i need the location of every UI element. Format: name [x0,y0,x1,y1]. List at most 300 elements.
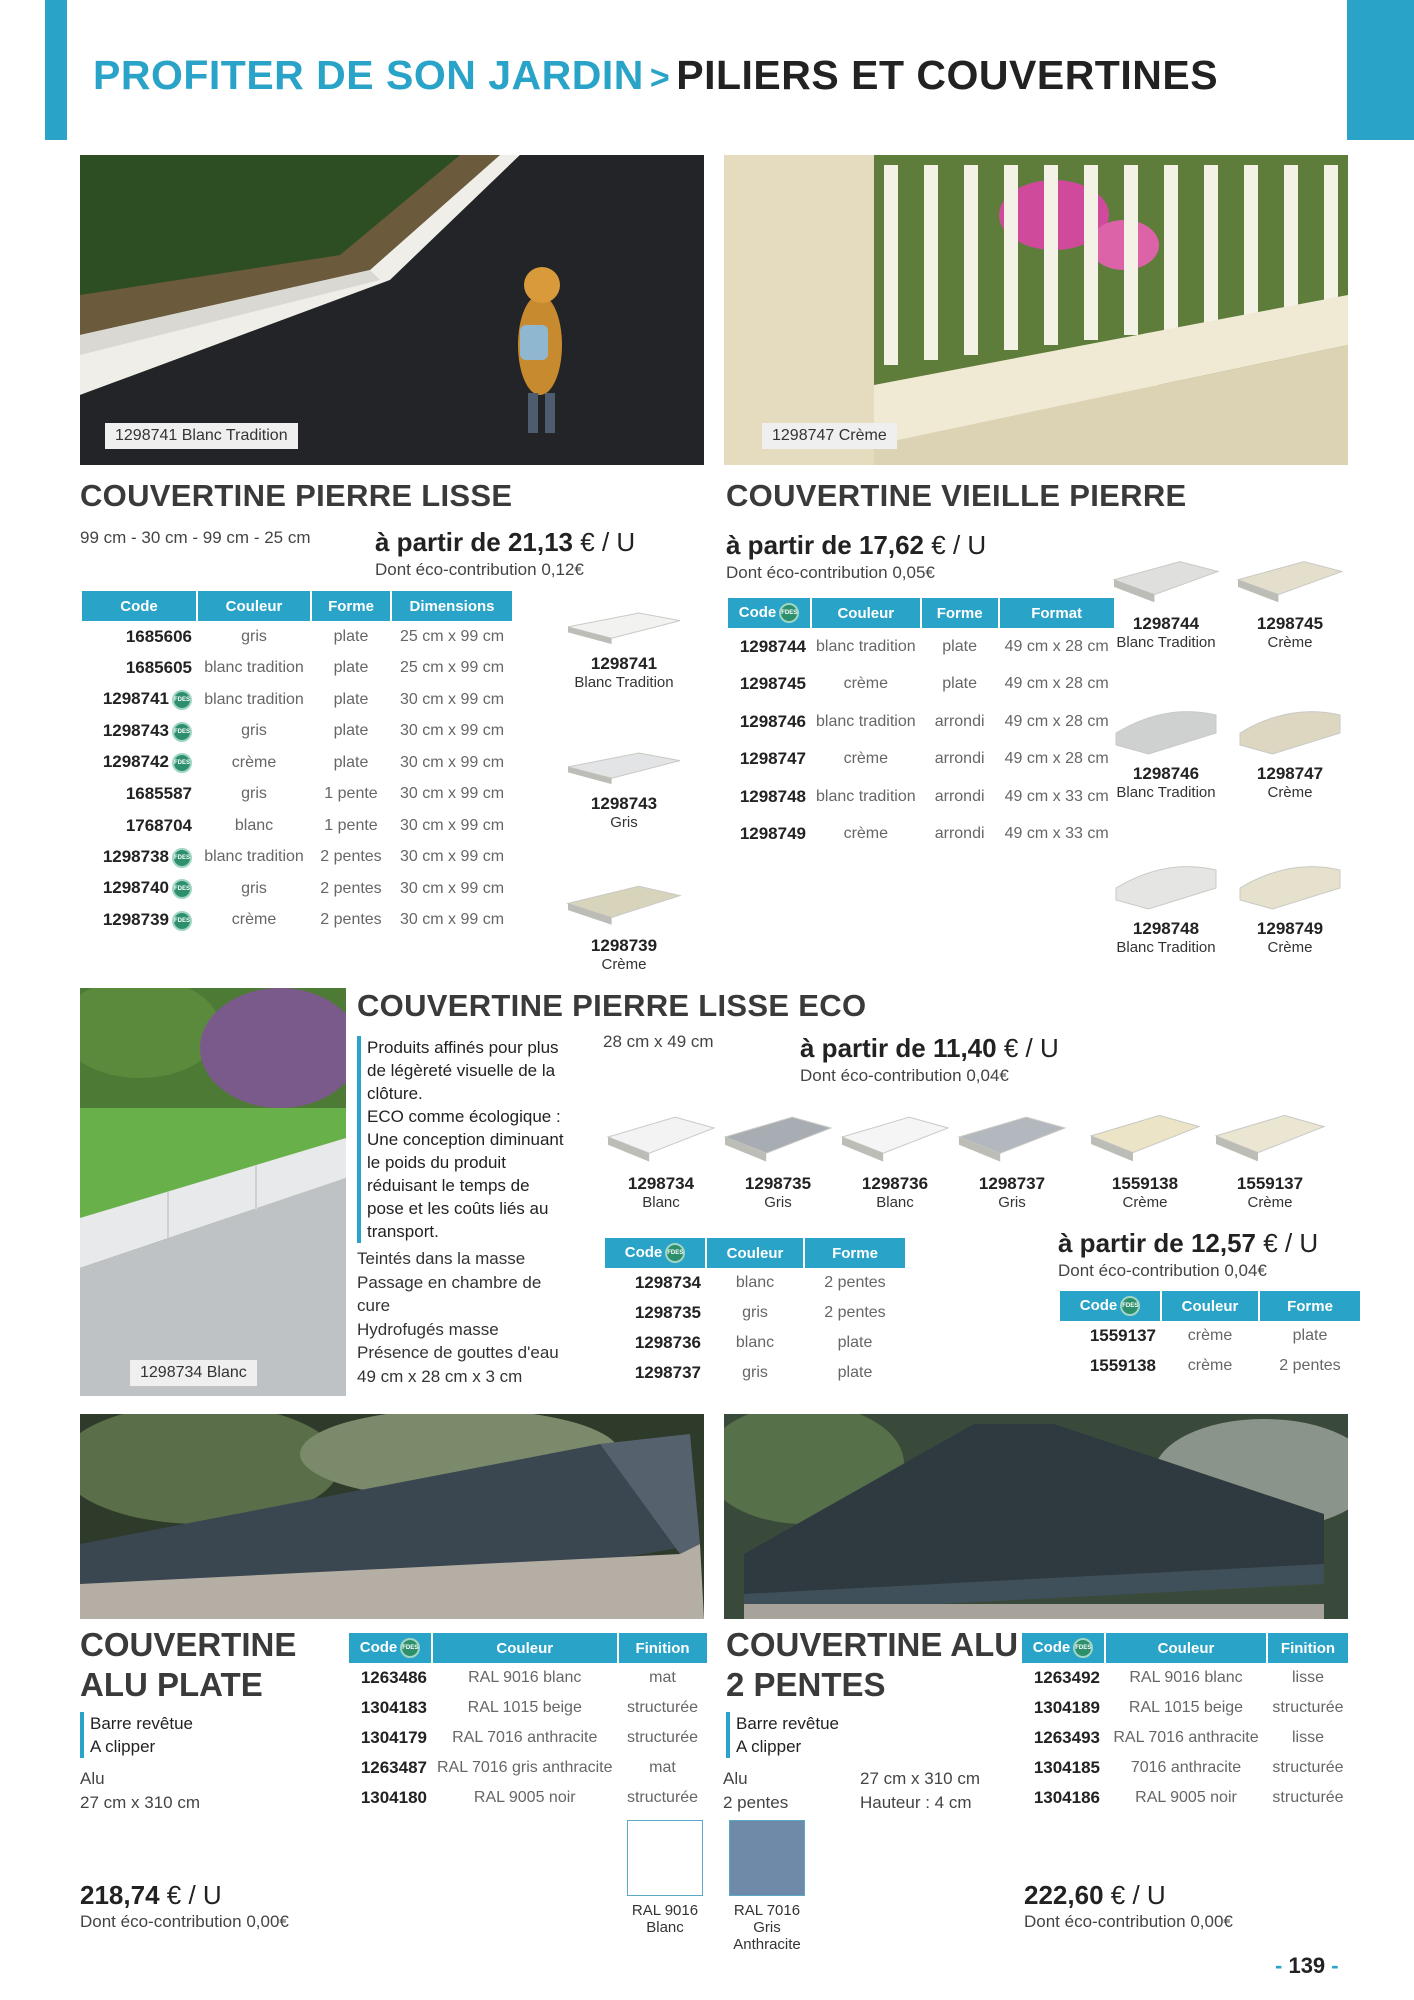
swatch-chip [729,1820,805,1896]
spec-line: Alu [80,1769,105,1788]
cell-value: plate [837,1364,873,1381]
table-cell-couleur [1106,1693,1266,1723]
table-cell-couleur [198,621,310,653]
cell-value: 1298736 [634,1333,701,1352]
table-cell-code [82,905,196,937]
fdes-icon: FDES [172,911,192,931]
photo-couvertine-eco [80,988,346,1396]
table-cell-format [1000,741,1114,779]
column-header: Code [82,591,196,621]
table-cell-code [728,816,810,854]
cell-value: 1298740 [102,878,169,898]
product-thumbnail [1210,1108,1330,1211]
table-cell-code [82,873,196,905]
cell-value: 7016 anthracite [1130,1759,1242,1776]
fdes-icon: FDES [779,603,799,623]
table-cell-couleur [198,684,310,716]
cell-value: plate [333,690,369,708]
product-thumbnail [1108,700,1224,801]
cell-value: crème [231,911,277,929]
cell-value: crème [1187,1327,1233,1344]
cell-value: 1768704 [125,815,192,835]
column-header: Couleur [1162,1291,1258,1321]
table-cell-couleur [707,1298,803,1328]
table-cell-code [82,810,196,842]
table-row [605,1328,905,1358]
cell-value: mat [649,1669,676,1686]
cell-value: gris [241,722,267,740]
note-line: Produits affinés pour plus [367,1038,559,1057]
table-cell-code [82,779,196,811]
product-code: 1298749 [1256,919,1324,938]
eco-table [603,1238,907,1388]
column-header: Couleur [433,1633,617,1663]
column-header-label: Code [738,603,777,621]
product-label: Crème [1267,939,1313,956]
table-cell-couleur [812,816,920,854]
swatch-chip [627,1820,703,1896]
table-cell-couleur [707,1268,803,1298]
table-cell-code [605,1358,705,1388]
eco-creme-table [1058,1291,1362,1381]
table-cell-code [728,628,810,666]
table-cell-couleur [1106,1753,1266,1783]
swatch-label: Blanc [646,1919,684,1936]
cell-value: 1298741 [102,689,169,709]
cell-value: crème [231,753,277,771]
cell-value: structurée [626,1699,699,1716]
price-unit: € / U [580,527,636,557]
spec-line: Alu [723,1769,748,1788]
swatch-label: RAL 9016 [631,1902,699,1919]
table-cell-finition [619,1723,707,1753]
alu-2pentes-table [1020,1633,1350,1813]
cell-value: blanc tradition [204,659,304,677]
price-prefix: à partir de [1058,1228,1184,1258]
table-cell-couleur [812,628,920,666]
product-code: 1298745 [1256,614,1324,633]
cell-value: crème [1187,1357,1233,1374]
column-header: Forme [312,591,390,621]
feature-line: Teintés dans la masse [357,1249,526,1268]
table-cell-couleur [433,1783,617,1813]
column-header [605,1238,705,1268]
header-category: PROFITER DE SON JARDIN [93,52,644,98]
product-slab-icon [1232,700,1348,760]
cell-value: 1298742 [102,752,169,772]
product-label: Crème [1122,1194,1168,1211]
cell-value: 30 cm x 99 cm [399,753,505,771]
product-label: Blanc Tradition [1116,784,1216,801]
table-cell-forme [922,666,998,704]
product-code: 1298744 [1132,614,1200,633]
product-label: Gris [764,1194,792,1211]
note-line: le poids du produit [367,1153,506,1172]
eco-creme-eco-contribution: Dont éco-contribution 0,04€ [1058,1261,1267,1280]
table-cell-forme [922,816,998,854]
cell-value: 1298738 [102,846,169,866]
table-cell-forme [1260,1351,1360,1381]
product-thumbnail [1108,855,1224,956]
column-header: Couleur [1106,1633,1266,1663]
cell-value: 49 cm x 33 cm [1004,825,1109,843]
table-row [1022,1663,1348,1693]
note-line: Barre revêtue [90,1714,193,1733]
table-row [82,684,512,716]
product-code: 1298746 [1132,764,1200,783]
cell-value: 1685587 [125,784,192,804]
cell-value: 2 pentes [824,1304,886,1321]
price-value: 218,74 [80,1880,160,1910]
cell-value: 2 pentes [320,848,382,866]
table-cell-finition [619,1693,707,1723]
vieille-pierre-eco-contribution: Dont éco-contribution 0,05€ [726,563,935,582]
table-cell-finition [1268,1783,1348,1813]
caption-code: 1298734 [140,1364,203,1381]
table-cell-couleur [198,653,310,685]
product-label: Crème [1267,634,1313,651]
table-cell-code [82,842,196,874]
cell-value: 1304180 [360,1788,427,1807]
column-header: Finition [619,1633,707,1663]
table-cell-forme [805,1268,905,1298]
cell-value: arrondi [934,750,985,768]
swatch-label: Anthracite [733,1936,801,1953]
table-cell-couleur [707,1328,803,1358]
cell-value: RAL 1015 beige [1128,1699,1244,1716]
note-line: pose et les coûts liés au [367,1199,549,1218]
page-number-value: 139 [1288,1953,1326,1978]
table-cell-couleur [198,810,310,842]
vieille-pierre-price [726,530,986,561]
table-cell-code [605,1268,705,1298]
table-row [82,905,512,937]
eco-price [800,1033,1059,1064]
price-unit: € / U [1003,1033,1059,1063]
title-line: COUVERTINE ALU [726,1626,1019,1663]
cell-value: RAL 1015 beige [467,1699,582,1716]
note-line: de légèreté visuelle de la [367,1061,556,1080]
product-slab-icon [562,748,686,790]
photo-caption [105,423,298,449]
table-cell-code [349,1753,431,1783]
alu-plate-price [80,1880,222,1911]
table-cell-code [82,747,196,779]
table-cell-code [82,684,196,716]
product-thumbnail [836,1110,954,1211]
cell-value: blanc [234,816,274,834]
header-accent-right [1347,0,1414,140]
feature-line: Présence de gouttes d'eau [357,1343,559,1362]
product-thumbnail [1232,700,1348,801]
table-cell-code [728,666,810,704]
product-code: 1298737 [978,1174,1046,1193]
cell-value: lisse [1291,1669,1324,1686]
price-prefix: à partir de [726,530,852,560]
color-swatch [617,1820,713,1936]
cell-value: arrondi [934,712,985,730]
title-line: ALU PLATE [80,1666,263,1703]
alu-plate-table [347,1633,709,1813]
table-row [605,1358,905,1388]
cell-value: plate [333,722,369,740]
cell-value: RAL 7016 gris anthracite [437,1759,613,1776]
cell-value: 2 pentes [320,911,382,929]
table-cell-couleur [198,716,310,748]
column-header: Forme [1260,1291,1360,1321]
table-row [1022,1753,1348,1783]
cell-value: 1304186 [1033,1788,1100,1807]
price-unit: € / U [1263,1228,1319,1258]
product-label: Gris [998,1194,1026,1211]
table-row [1022,1693,1348,1723]
table-cell-forme [312,684,390,716]
table-row [1022,1783,1348,1813]
product-code: 1298735 [744,1174,812,1193]
cell-value: plate [837,1334,873,1351]
table-cell-dim [392,684,512,716]
column-header [1060,1291,1160,1321]
table-row [605,1298,905,1328]
cell-value: structurée [1272,1699,1344,1716]
column-header [349,1633,431,1663]
table-cell-finition [1268,1753,1348,1783]
table-cell-couleur [433,1753,617,1783]
cell-value: 1 pente [324,785,378,803]
product-thumbnail [1232,555,1348,651]
eco-features [357,1247,559,1388]
table-cell-forme [312,810,390,842]
product-slab-icon [1108,700,1224,760]
cell-value: blanc tradition [204,848,304,866]
caption-label: Crème [838,427,887,444]
column-header [1022,1633,1104,1663]
eco-eco-contribution: Dont éco-contribution 0,04€ [800,1066,1009,1085]
fdes-icon: FDES [172,690,192,710]
table-cell-forme [922,741,998,779]
cell-value: 1298735 [634,1303,701,1322]
cell-value: 1263492 [1033,1668,1100,1687]
cell-value: 1298745 [739,674,806,694]
table-cell-dim [392,905,512,937]
note-line: A clipper [90,1737,156,1756]
table-cell-code [728,778,810,816]
table-cell-code [349,1783,431,1813]
product-code: 1298739 [590,936,658,955]
cell-value: blanc tradition [816,637,916,655]
price-value: 17,62 [858,530,925,560]
table-cell-format [1000,628,1114,666]
table-row [1022,1723,1348,1753]
table-cell-dim [392,842,512,874]
table-row [349,1663,707,1693]
table-cell-forme [312,905,390,937]
table-cell-couleur [198,779,310,811]
table-cell-dim [392,779,512,811]
note-line: ECO comme écologique : [367,1107,561,1126]
table-cell-forme [312,747,390,779]
cell-value: 49 cm x 28 cm [1004,675,1109,693]
cell-value: arrondi [934,787,985,805]
spec-line: 2 pentes [723,1793,789,1812]
table-row [728,741,1114,779]
price-prefix: à partir de [375,527,501,557]
section-title-alu-plate [80,1625,296,1705]
alu-2pentes-eco-contribution: Dont éco-contribution 0,00€ [1024,1912,1233,1931]
table-cell-couleur [198,905,310,937]
cell-value: 30 cm x 99 cm [399,879,505,897]
cell-value: gris [742,1304,768,1321]
feature-line: 49 cm x 28 cm x 3 cm [357,1366,523,1386]
cell-value: 49 cm x 28 cm [1004,637,1109,655]
table-cell-couleur [707,1358,803,1388]
table-cell-forme [312,653,390,685]
column-header: Forme [805,1238,905,1268]
table-cell-finition [619,1753,707,1783]
product-code: 1559138 [1111,1174,1179,1193]
product-thumbnail [1232,855,1348,956]
product-thumbnail [1108,555,1224,651]
product-label: Crème [1267,784,1313,801]
note-line: clôture. [367,1084,423,1103]
fdes-icon: FDES [1120,1296,1140,1316]
product-slab-icon [1232,855,1348,915]
cell-value: 1298748 [739,786,806,806]
cell-value: 49 cm x 28 cm [1004,712,1109,730]
table-row [82,779,512,811]
cell-value: RAL 9016 blanc [1129,1669,1243,1686]
table-cell-couleur [198,873,310,905]
price-unit: € / U [166,1880,222,1910]
price-unit: € / U [1110,1880,1166,1910]
note-line: réduisant le temps de [367,1176,530,1195]
product-slab-icon [1232,555,1348,610]
product-label: Gris [610,814,638,831]
table-cell-finition [1268,1723,1348,1753]
product-code: 1298734 [627,1174,695,1193]
table-cell-code [349,1693,431,1723]
table-row [82,747,512,779]
note-line: transport. [367,1222,439,1241]
cell-value: 2 pentes [320,879,382,897]
cell-value: 49 cm x 28 cm [1004,750,1109,768]
caption-label: Blanc [206,1364,247,1381]
cell-value: 1304183 [360,1698,427,1717]
table-cell-forme [312,873,390,905]
caption-label: Blanc Tradition [181,427,288,444]
table-cell-dim [392,810,512,842]
pierre-lisse-eco-contribution: Dont éco-contribution 0,12€ [375,560,584,579]
table-cell-couleur [1162,1351,1258,1381]
column-header-label: Code [624,1243,663,1261]
alu-2pentes-note [726,1712,839,1758]
cell-value: structurée [1272,1789,1344,1806]
column-header: Couleur [198,591,310,621]
table-cell-couleur [1106,1783,1266,1813]
photo-couvertine-vieille-pierre [724,155,1348,465]
product-thumbnail [562,608,686,691]
table-row [349,1723,707,1753]
table-row [728,628,1114,666]
table-cell-finition [619,1783,707,1813]
header-subcategory: PILIERS ET COUVERTINES [676,52,1219,98]
table-row [728,816,1114,854]
cell-value: crème [843,750,889,768]
cell-value: plate [333,627,369,645]
product-label: Crème [1247,1194,1293,1211]
table-cell-format [1000,816,1114,854]
alu-plate-specs [80,1767,200,1815]
table-cell-forme [312,779,390,811]
cell-value: 1559138 [1089,1356,1156,1375]
cell-value: blanc tradition [204,690,304,708]
page-number [1275,1953,1339,1979]
table-cell-forme [922,703,998,741]
column-header: Finition [1268,1633,1348,1663]
feature-line: Passage en chambre de [357,1272,542,1292]
product-slab-icon [562,880,686,932]
table-cell-couleur [198,842,310,874]
cell-value: gris [241,785,267,803]
fdes-icon: FDES [400,1638,420,1658]
section-title-alu-2pentes [726,1625,1018,1705]
cell-value: 30 cm x 99 cm [399,911,505,929]
table-cell-format [1000,666,1114,704]
spec-line: 27 cm x 310 cm [860,1769,980,1788]
cell-value: 1304179 [360,1728,427,1747]
table-row [349,1783,707,1813]
section-title-vieille-pierre: COUVERTINE VIEILLE PIERRE [726,478,1187,513]
feature-line: cure [357,1296,391,1315]
cell-value: 1685606 [125,626,192,646]
cell-value: blanc tradition [816,787,916,805]
product-label: Blanc Tradition [574,674,674,691]
column-header: Couleur [707,1238,803,1268]
table-row [82,653,512,685]
product-label: Crème [601,956,647,973]
cell-value: plate [942,675,977,693]
table-cell-finition [1268,1693,1348,1723]
table-cell-code [1022,1663,1104,1693]
product-slab-icon [1108,855,1224,915]
table-cell-code [605,1328,705,1358]
note-line: Barre revêtue [736,1714,839,1733]
table-cell-forme [312,621,390,653]
color-swatch [719,1820,815,1953]
table-cell-dim [392,747,512,779]
product-thumbnail [562,880,686,973]
table-row [728,703,1114,741]
page-header [93,52,1218,99]
cell-value: 1298749 [739,824,806,844]
fdes-icon: FDES [172,753,192,773]
product-thumbnail [562,748,686,831]
cell-value: 2 pentes [1279,1357,1341,1374]
table-cell-forme [312,842,390,874]
table-row [82,842,512,874]
fdes-icon: FDES [172,879,192,899]
fdes-icon: FDES [172,722,192,742]
cell-value: RAL 9005 noir [1135,1789,1237,1806]
product-label: Blanc Tradition [1116,939,1216,956]
table-cell-forme [922,628,998,666]
cell-value: 30 cm x 99 cm [399,816,505,834]
table-cell-dim [392,621,512,653]
table-cell-couleur [433,1723,617,1753]
table-row [728,778,1114,816]
table-cell-forme [922,778,998,816]
column-header [728,598,810,628]
